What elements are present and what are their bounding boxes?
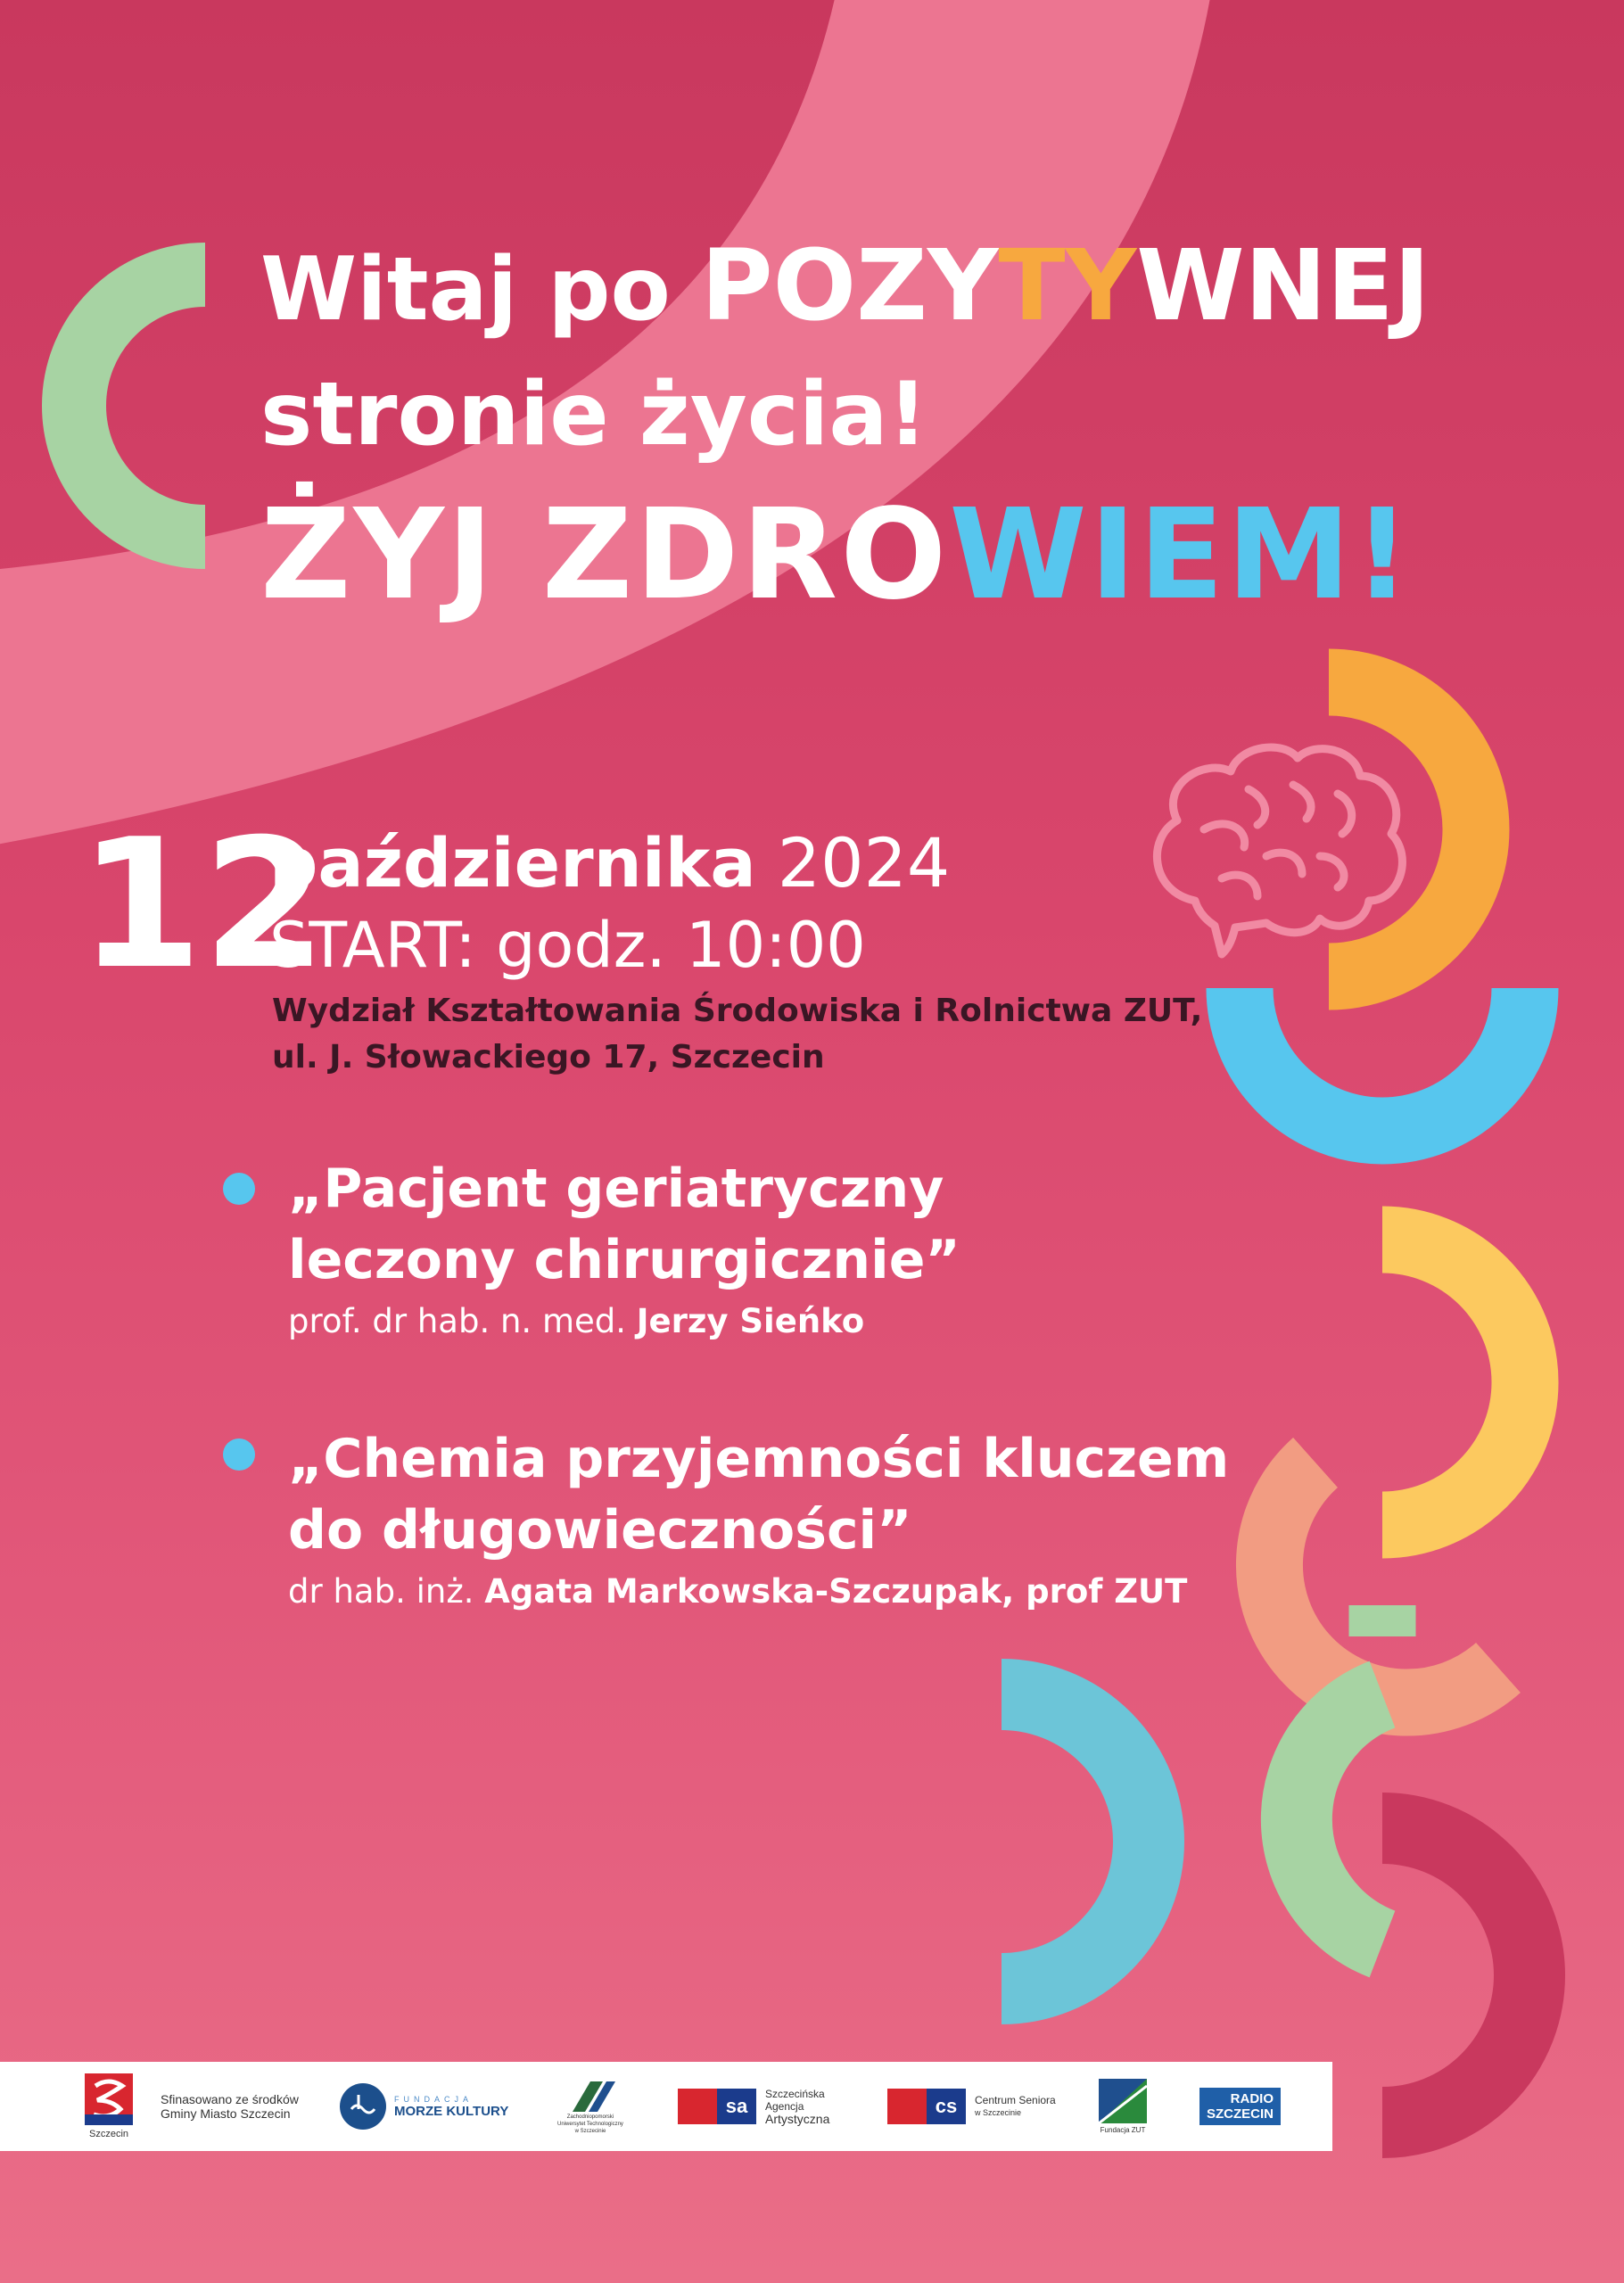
szczecin-logo bbox=[85, 2062, 133, 2151]
headline-word-wnej: WNEJ bbox=[1136, 228, 1430, 342]
lecture-2-title-line-1: „Chemia przyjemności kluczem bbox=[288, 1428, 1230, 1490]
headline bbox=[260, 223, 1430, 633]
zut-logo bbox=[557, 2062, 623, 2151]
zut-emblem-icon bbox=[564, 2078, 617, 2114]
lecture-2-title-line-2: do długowieczności” bbox=[288, 1499, 912, 1562]
morze-kultury-logo bbox=[339, 2062, 508, 2151]
cs-line-1: Centrum Seniora bbox=[975, 2094, 1056, 2106]
lecture-2-speaker-title: dr hab. inż. bbox=[288, 1572, 485, 1611]
headline-word-zyj-zdro: ŻYJ ZDRO bbox=[260, 482, 950, 628]
yellow-arc bbox=[1382, 1240, 1525, 1525]
event-year: 2024 bbox=[777, 823, 951, 902]
headline-word-pozy: POZY bbox=[700, 228, 999, 342]
headline-word-ty: TY bbox=[998, 228, 1137, 342]
event-month: października bbox=[269, 823, 756, 902]
radio-szczecin-badge bbox=[1199, 2088, 1281, 2125]
sponsor-footer bbox=[0, 2062, 1332, 2151]
morze-kultury-top: FUNDACJA bbox=[394, 2094, 474, 2104]
saa-line-1: Szczecińska bbox=[765, 2088, 825, 2100]
sa-badge: sa bbox=[717, 2089, 756, 2124]
cs-emblem-icon bbox=[887, 2089, 927, 2124]
morze-kultury-icon bbox=[339, 2082, 387, 2131]
cs-badge: cs bbox=[927, 2089, 966, 2124]
centrum-seniora-logo bbox=[887, 2062, 1056, 2151]
green-arc-top bbox=[74, 275, 205, 537]
sa-emblem-icon bbox=[678, 2089, 717, 2124]
lecture-2-speaker-name: Agata Markowska-Szczupak, prof ZUT bbox=[484, 1572, 1188, 1611]
lecture-1-title-line-2: leczony chirurgicznie” bbox=[288, 1229, 960, 1291]
lecture-1-title-line-1: „Pacjent geriatryczny bbox=[288, 1158, 944, 1220]
lecture-1-speaker-title: prof. dr hab. n. med. bbox=[288, 1302, 637, 1340]
szczecin-caption: Szczecin bbox=[88, 2129, 129, 2139]
lecture-1 bbox=[288, 1153, 960, 1344]
fundacja-zut-caption: Fundacja ZUT bbox=[1100, 2126, 1146, 2134]
funding-line-2: Gminy Miasto Szczecin bbox=[161, 2106, 291, 2121]
green-arc-bottom bbox=[1297, 1694, 1382, 1944]
zut-line-2: Uniwersytet Technologiczny bbox=[557, 2122, 623, 2127]
radio-szczecin-logo bbox=[1199, 2062, 1281, 2151]
event-start-time: START: godz. 10:00 bbox=[269, 909, 866, 982]
saa-line-3: Artystyczna bbox=[765, 2112, 830, 2126]
lecture-1-speaker-name: Jerzy Sieńko bbox=[636, 1302, 865, 1340]
venue-line-2: ul. J. Słowackiego 17, Szczecin bbox=[272, 1039, 825, 1076]
funding-note bbox=[161, 2062, 299, 2151]
blue-arc bbox=[1240, 988, 1525, 1131]
event-venue bbox=[272, 988, 1202, 1081]
morze-kultury-name: MORZE KULTURY bbox=[394, 2103, 509, 2119]
headline-line-2: stronie życia! bbox=[260, 364, 928, 466]
lecture-2-bullet bbox=[223, 1438, 255, 1471]
lecture-2-speaker bbox=[288, 1570, 1229, 1614]
venue-line-1: Wydział Kształtowania Środowiska i Rolnictwa ZUT, bbox=[272, 993, 1203, 1029]
event-month-year bbox=[269, 820, 950, 905]
zut-line-3: w Szczecinie bbox=[574, 2129, 606, 2134]
saa-line-2: Agencja bbox=[765, 2100, 804, 2113]
lecture-1-speaker bbox=[288, 1299, 960, 1344]
teal-arc bbox=[1002, 1694, 1149, 1989]
radio-line-2: SZCZECIN bbox=[1207, 2106, 1274, 2122]
crimson-arc bbox=[1382, 1828, 1529, 2122]
szczecin-emblem-icon bbox=[85, 2073, 133, 2125]
lecture-1-bullet bbox=[223, 1173, 255, 1205]
zut-line-1: Zachodniopomorski bbox=[566, 2114, 614, 2120]
headline-word-wiem: WIEM! bbox=[949, 482, 1414, 628]
fundacja-zut-logo bbox=[1099, 2062, 1147, 2151]
funding-line-1: Sfinasowano ze środków bbox=[161, 2092, 299, 2106]
brain-icon bbox=[1157, 747, 1402, 954]
radio-line-1: RADIO bbox=[1230, 2091, 1274, 2106]
event-day: 12 bbox=[78, 801, 327, 1009]
cs-line-2: w Szczecinie bbox=[975, 2108, 1022, 2117]
headline-line-1-prefix: Witaj po bbox=[260, 239, 701, 341]
headline-line-3 bbox=[260, 477, 1430, 633]
lecture-2 bbox=[288, 1423, 1229, 1614]
fundacja-zut-icon bbox=[1099, 2079, 1147, 2123]
headline-line-1 bbox=[260, 223, 1430, 352]
sa-logo bbox=[678, 2062, 829, 2151]
